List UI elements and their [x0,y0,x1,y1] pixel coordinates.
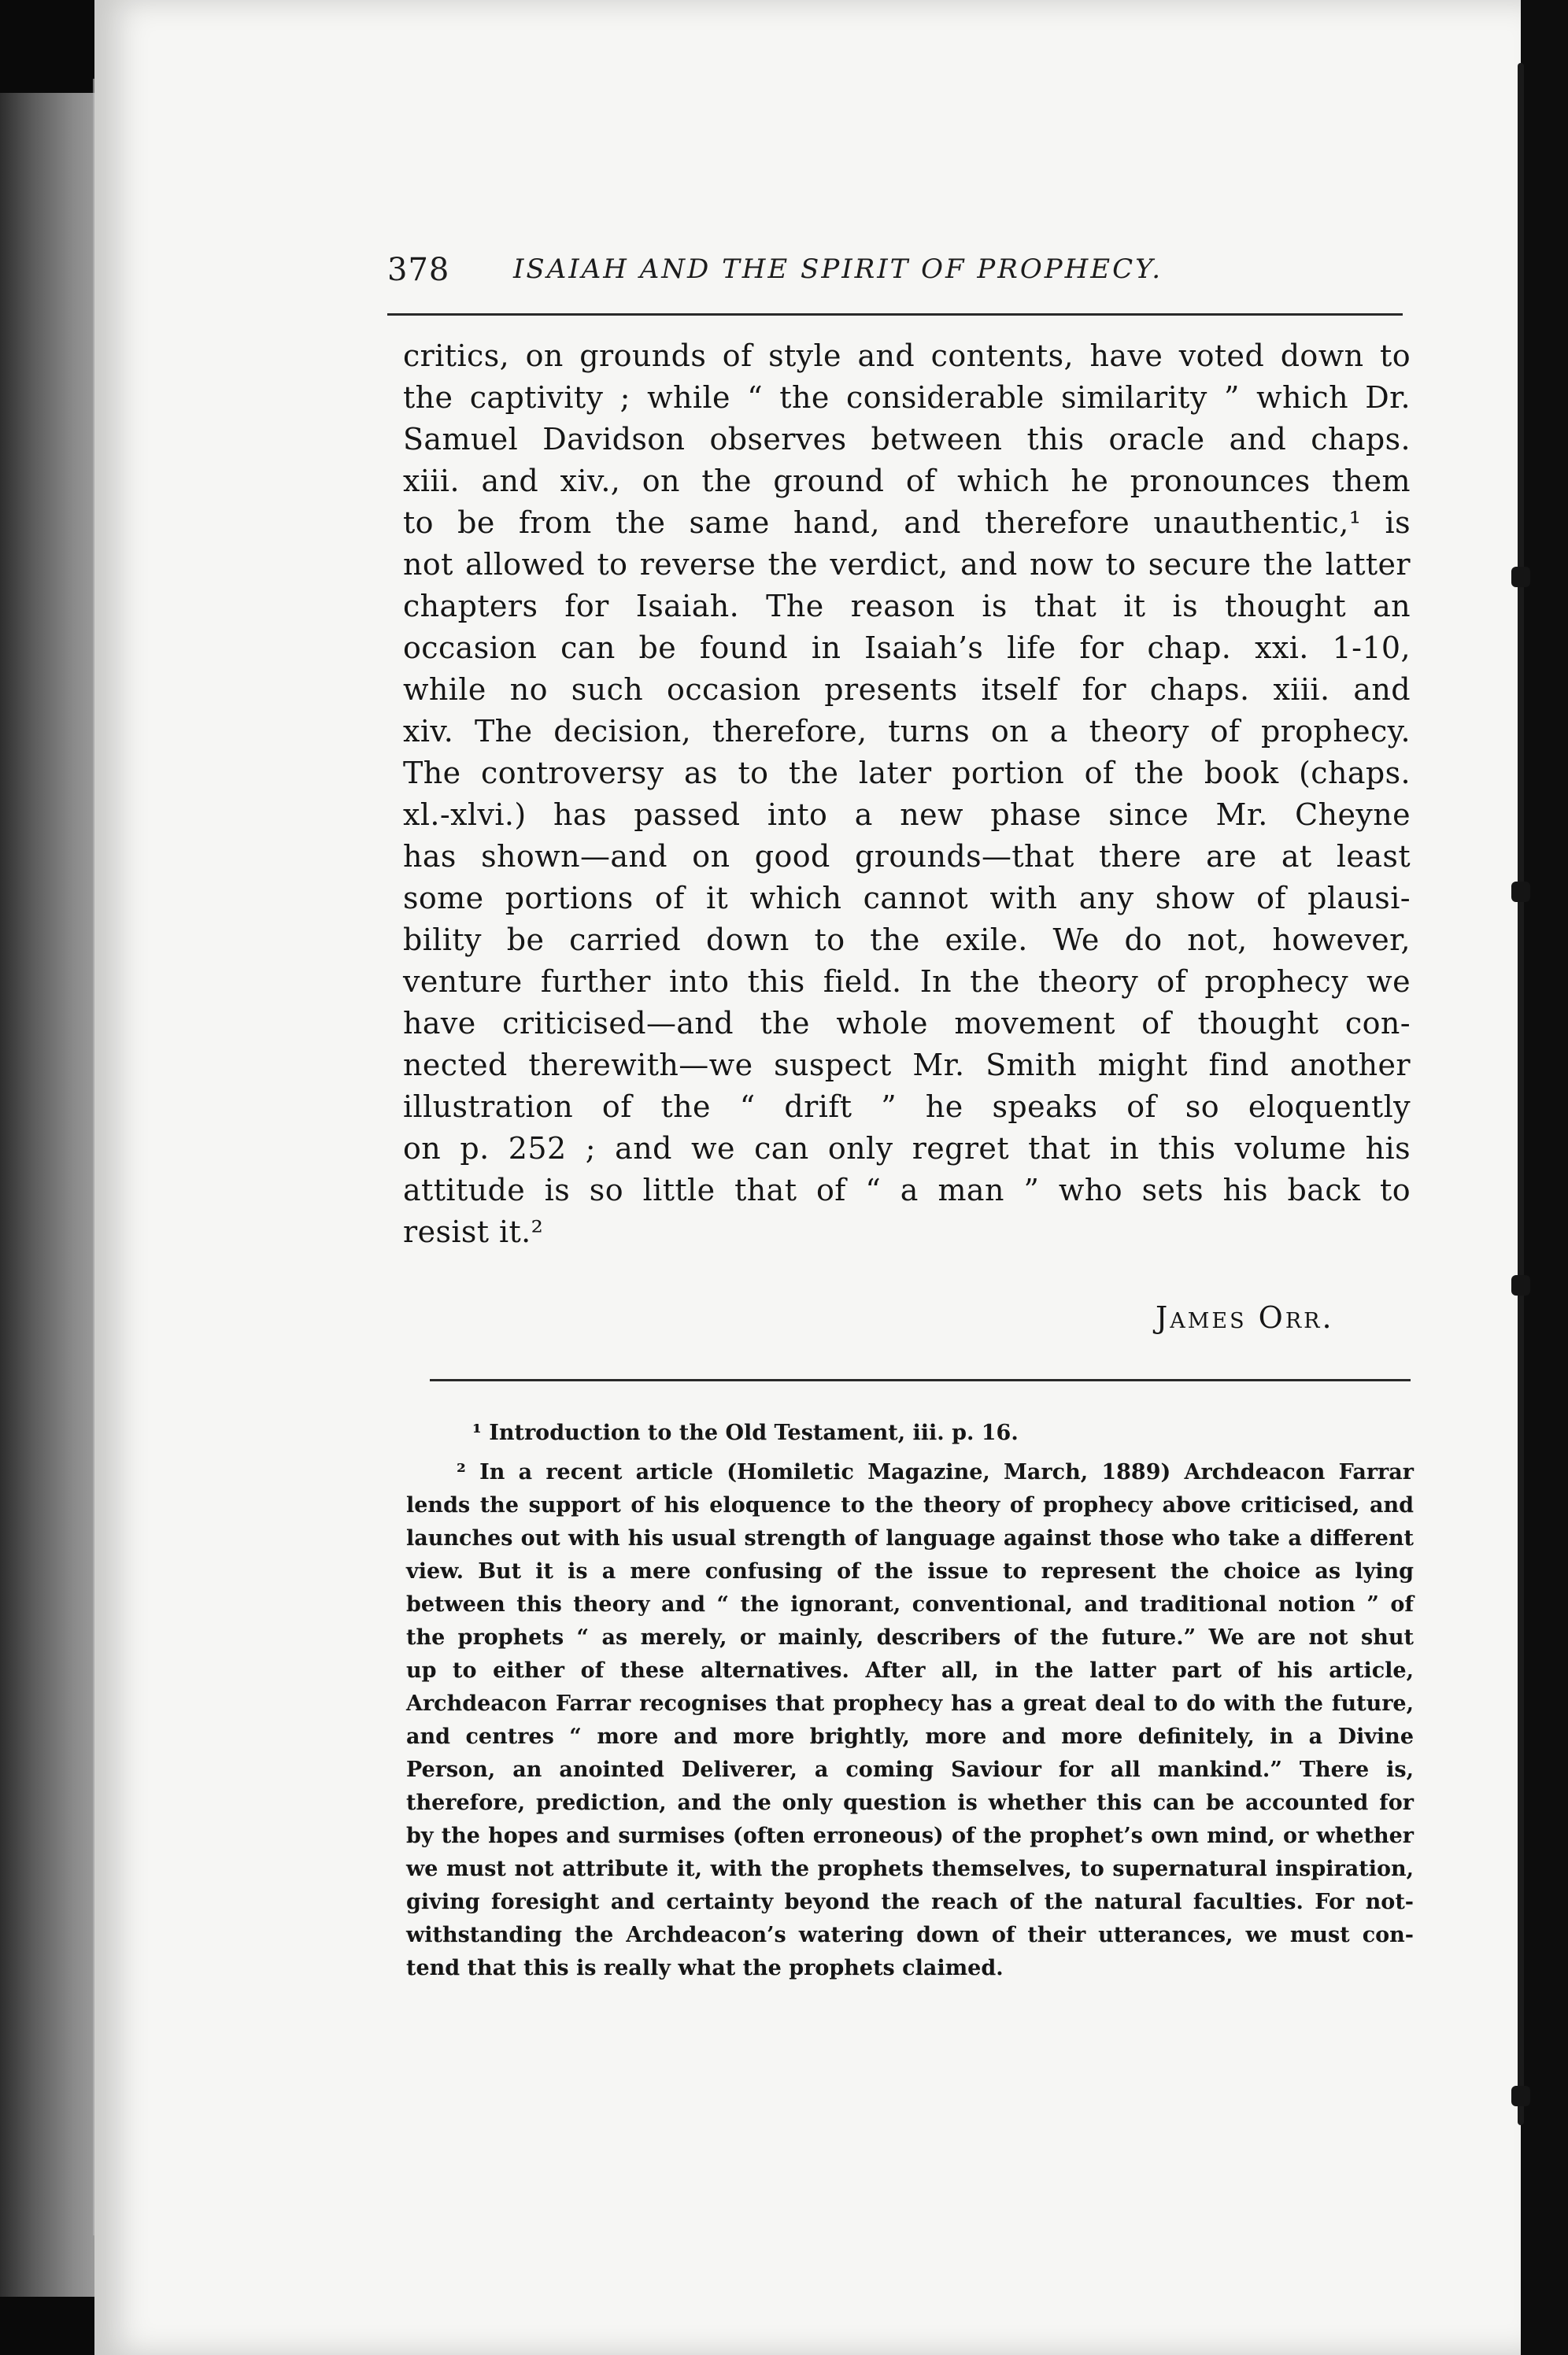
body-line: occasion can be found in Isaiah’s life for chap. xxi. 1-10, [403,630,1411,665]
footnote-line: we must not attribute it, with the prophets themselves, to supernatural inspiration, [406,1857,1414,1881]
body-line: have criticised—and the whole movement of thought con- [403,1006,1411,1041]
footnote-line: and centres “ more and more brightly, more and more definitely, in a Divine [406,1725,1414,1749]
body-line: chapters for Isaiah. The reason is that it is thought an [403,589,1411,623]
footnote-line: view. But it is a mere confusing of the issue to represent the choice as lying [406,1559,1414,1584]
binding-stitch [1511,882,1530,902]
footnote-line: tend that this is really what the prophets claimed. [406,1956,1004,1980]
footnote-line: ¹ Introduction to the Old Testament, iii. p. 16. [472,1421,1019,1445]
footnote-line: Archdeacon Farrar recognises that prophecy has a great deal to do with the future, [406,1691,1414,1716]
body-line: attitude is so little that of “ a man ” who sets his back to [403,1173,1411,1207]
body-line: bility be carried down to the exile. We do not, however, [403,922,1411,957]
body-line: while no such occasion presents itself for chaps. xiii. and [403,672,1411,707]
footnote-line: withstanding the Archdeacon’s watering down of their utterances, we must con- [406,1923,1414,1947]
body-line: xiii. and xiv., on the ground of which he pronounces them [403,464,1411,498]
body-line: on p. 252 ; and we can only regret that in this volume his [403,1131,1411,1166]
body-line: the captivity ; while “ the considerable similarity ” which Dr. [403,380,1411,415]
body-line: xl.-xlvi.) has passed into a new phase since Mr. Cheyne [403,797,1411,832]
footnote-line: launches out with his usual strength of language against those who take a different [406,1526,1414,1551]
footnote-line: therefore, prediction, and the only question is whether this can be accounted for [406,1791,1414,1815]
running-title: ISAIAH AND THE SPIRIT OF PROPHECY. [513,253,1163,285]
footnote-gap [406,1450,1414,1456]
footnote-line: by the hopes and surmises (often erroneous) of the prophet’s own mind, or whether [406,1824,1414,1848]
body-line: venture further into this field. In the theory of prophecy we [403,964,1411,999]
header-rule [387,313,1403,316]
body-line: to be from the same hand, and therefore unauthentic,¹ is [403,505,1411,540]
binding-stitch [1511,1275,1530,1296]
footnote-line: up to either of these alternatives. After all, in the latter part of his article, [406,1658,1414,1683]
body-line: resist it.² [403,1214,544,1249]
binding-stitch [1511,567,1530,587]
body-line: has shown—and on good grounds—that there are at least [403,839,1411,874]
body-line: critics, on grounds of style and contents, have voted down to [403,338,1411,373]
binding-stitch [1511,2086,1530,2106]
binding-cord [1518,63,1524,2125]
author-signature: James Orr. [1156,1300,1334,1335]
body-text [403,335,1411,1253]
body-line: The controversy as to the later portion of the book (chaps. [403,756,1411,790]
footnote-line: between this theory and “ the ignorant, conventional, and traditional notion ” of [406,1592,1414,1617]
body-line: xiv. The decision, therefore, turns on a theory of prophecy. [403,714,1411,749]
body-line: illustration of the “ drift ” he speaks of so eloquently [403,1089,1411,1124]
body-line: some portions of it which cannot with any show of plausi- [403,881,1411,915]
page-number: 378 [387,252,450,288]
footnote-line: Person, an anointed Deliverer, a coming Saviour for all mankind.” There is, [406,1758,1414,1782]
book-binding [1521,0,1568,2355]
footnote-line: lends the support of his eloquence to the theory of prophecy above criticised, and [406,1493,1414,1518]
footnote-rule [430,1379,1411,1381]
footnote-line: giving foresight and certainty beyond the reach of the natural faculties. For not- [406,1890,1414,1914]
footnotes [406,1417,1414,1985]
running-head [387,252,1403,299]
body-line: Samuel Davidson observes between this oracle and chaps. [403,422,1411,457]
body-line: nected therewith—we suspect Mr. Smith might find another [403,1048,1411,1082]
footnote-line: the prophets “ as merely, or mainly, describers of the future.” We are not shut [406,1625,1414,1650]
body-line: not allowed to reverse the verdict, and now to secure the latter [403,547,1411,582]
footnote-line: ² In a recent article (Homiletic Magazine, March, 1889) Archdeacon Farrar [457,1460,1414,1484]
